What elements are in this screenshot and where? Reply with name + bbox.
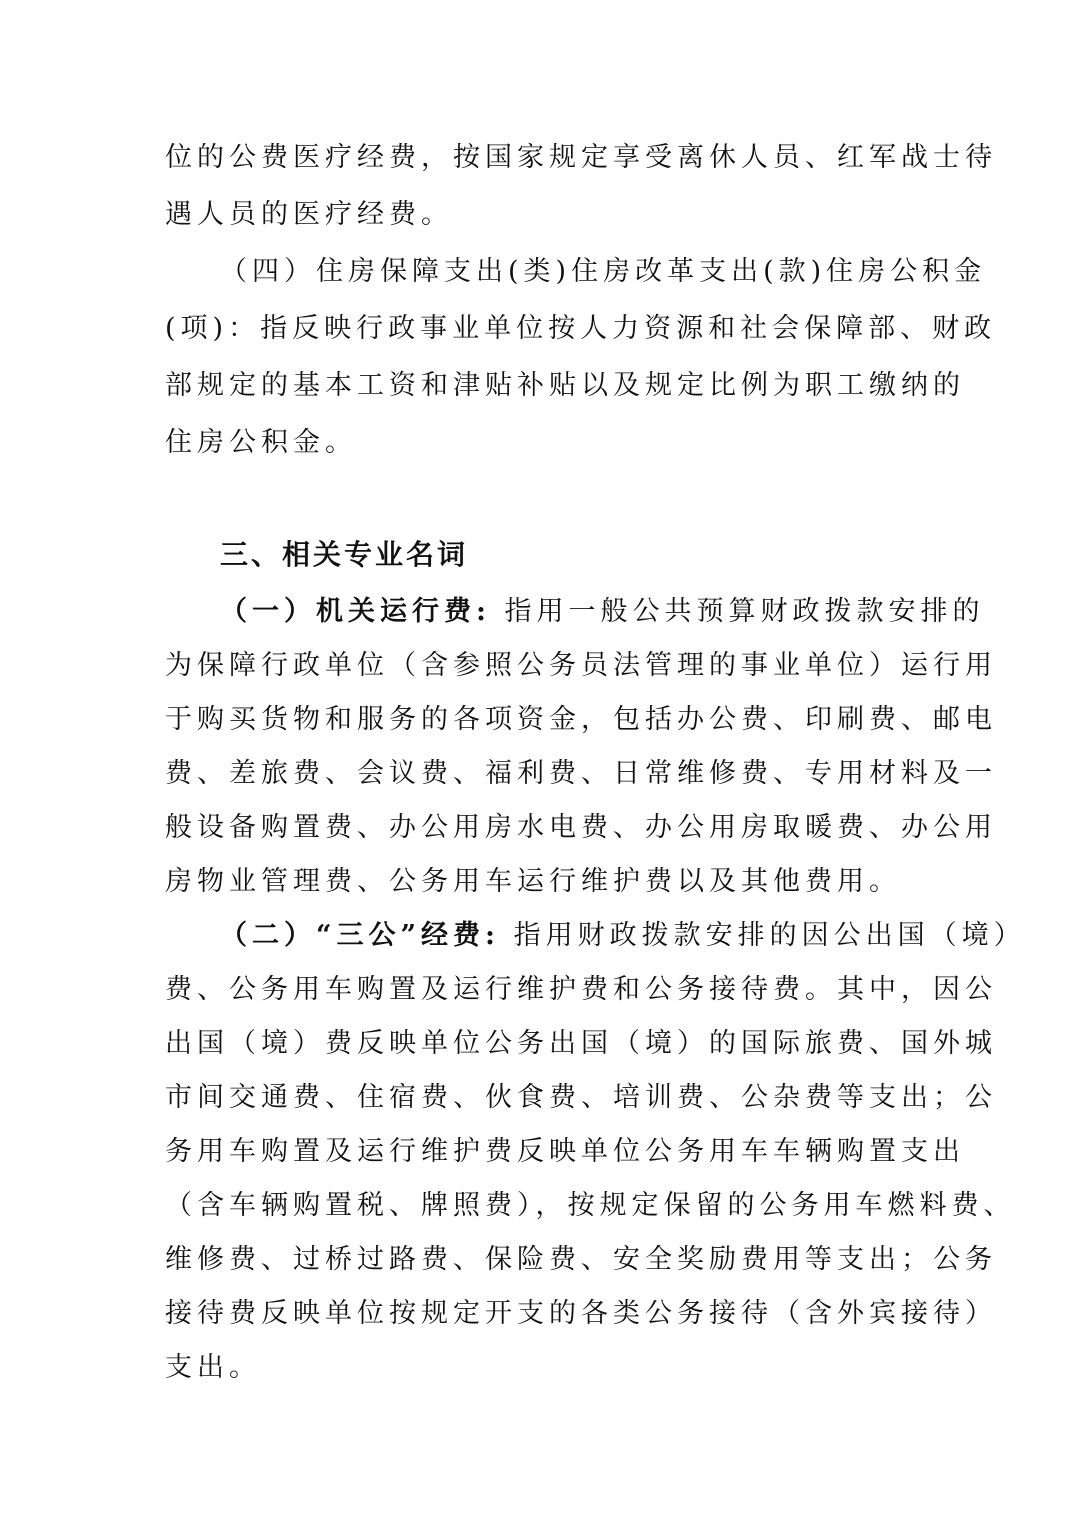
term1-title: （一）机关运行费: — [220, 596, 491, 627]
term1-line: 为保障行政单位（含参照公务员法管理的事业单位）运行用 — [165, 650, 997, 681]
term2-title: （二）“三公”经费: — [220, 920, 501, 951]
term2-line: 市间交通费、住宿费、伙食费、培训费、公杂费等支出；公 — [165, 1082, 997, 1113]
term2-line: 支出。 — [165, 1352, 261, 1383]
item4-line: 住房公积金。 — [165, 427, 357, 458]
term1-definition-start: 指用一般公共预算财政拨款安排的 — [490, 596, 985, 627]
paragraph-line: 遇人员的医疗经费。 — [165, 199, 453, 230]
term2-line: 维修费、过桥过路费、保险费、安全奖励费用等支出；公务 — [165, 1244, 997, 1275]
item4-line: 部规定的基本工资和津贴补贴以及规定比例为职工缴纳的 — [165, 370, 965, 401]
term2-line: 出国（境）费反映单位公务出国（境）的国际旅费、国外城 — [165, 1028, 997, 1059]
item4-line: （四）住房保障支出(类)住房改革支出(款)住房公积金 — [220, 256, 987, 287]
term2-line: （含车辆购置税、牌照费），按规定保留的公务用车燃料费、 — [165, 1190, 1016, 1221]
term2-definition-start: 指用财政拨款安排的因公出国（境） — [500, 920, 1026, 951]
term2-line: 接待费反映单位按规定开支的各类公务接待（含外宾接待） — [165, 1298, 997, 1329]
term1-first-line — [220, 594, 985, 630]
term1-line: 于购买货物和服务的各项资金，包括办公费、印刷费、邮电 — [165, 704, 997, 735]
term2-line: 务用车购置及运行维护费反映单位公务用车车辆购置支出 — [165, 1136, 965, 1167]
item4-line: (项)：指反映行政事业单位按人力资源和社会保障部、财政 — [165, 313, 997, 344]
term1-line: 费、差旅费、会议费、福利费、日常维修费、专用材料及一 — [165, 758, 997, 789]
paragraph-line: 位的公费医疗经费，按国家规定享受离休人员、红军战士待 — [165, 142, 997, 173]
section-heading: 三、相关专业名词 — [220, 538, 469, 571]
term1-line: 房物业管理费、公务用车运行维护费以及其他费用。 — [165, 866, 901, 897]
term2-line: 费、公务用车购置及运行维护费和公务接待费。其中，因公 — [165, 974, 997, 1005]
term2-first-line — [220, 918, 1026, 954]
term1-line: 般设备购置费、办公用房水电费、办公用房取暖费、办公用 — [165, 812, 997, 843]
